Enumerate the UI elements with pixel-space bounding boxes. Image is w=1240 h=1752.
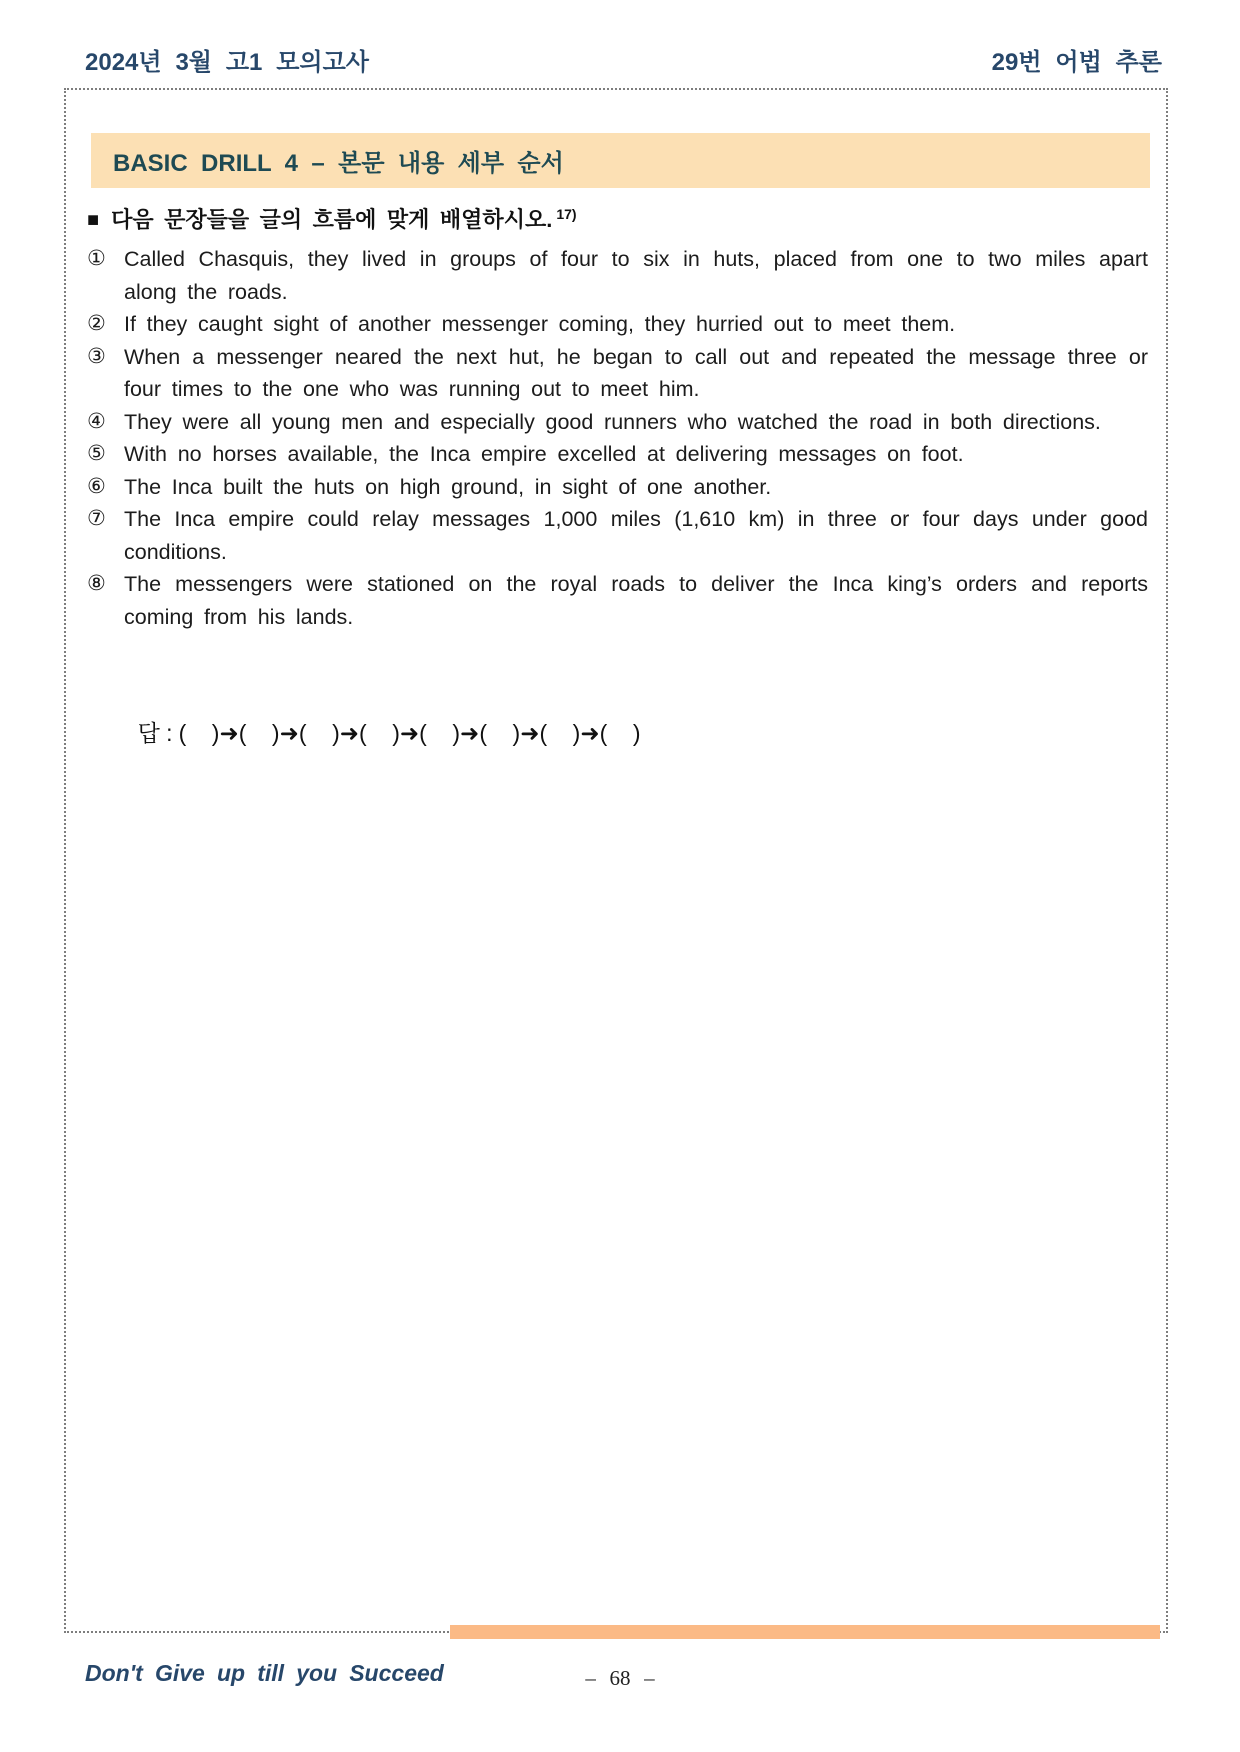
item-text: When a messenger neared the next hut, he began to call out and repeated the message three or four times to the one who was running out to meet him. [124, 344, 1148, 401]
page-header [85, 42, 1162, 77]
answer-label: 답 : [137, 720, 173, 746]
item-number: ⑤ [87, 442, 106, 465]
prompt-footnote: 17) [556, 205, 577, 222]
list-item [87, 438, 1148, 471]
header-question-label: 29번 어법 추론 [991, 49, 1162, 76]
list-item [87, 341, 1148, 406]
item-text: Called Chasquis, they lived in groups of four to six in huts, placed from one to two miles apart along the roads. [124, 247, 1148, 304]
item-text: With no horses available, the Inca empire excelled at delivering messages on foot. [124, 442, 964, 466]
item-number: ⑧ [87, 572, 106, 595]
header-exam-title: 2024년 3월 고1 모의고사 [85, 49, 369, 76]
list-item [87, 243, 1148, 308]
answer-blanks: ( )➜( )➜( )➜( )➜( )➜( )➜( )➜( ) [178, 720, 641, 746]
item-number: ⑦ [87, 507, 106, 530]
drill-banner-title: BASIC DRILL 4 – 본문 내용 세부 순서 [113, 150, 564, 177]
item-number: ② [87, 312, 106, 335]
list-item [87, 568, 1148, 633]
item-text: If they caught sight of another messenger coming, they hurried out to meet them. [124, 312, 956, 336]
item-number: ⑥ [87, 474, 106, 498]
footer-slogan: Don't Give up till you Succeed [85, 1660, 444, 1686]
list-item [87, 406, 1148, 439]
prompt-line [87, 203, 1166, 234]
list-item [87, 503, 1148, 568]
content-box [64, 88, 1168, 1633]
prompt-text: 다음 문장들을 글의 흐름에 맞게 배열하시오. [111, 207, 553, 232]
drill-banner [91, 133, 1150, 188]
list-item [87, 308, 1148, 341]
item-text: The messengers were stationed on the royal roads to deliver the Inca king’s orders and reports coming from his lands. [124, 572, 1148, 629]
accent-bar [450, 1625, 1160, 1639]
sentence-list [87, 243, 1148, 633]
square-bullet-icon: ■ [87, 209, 100, 231]
answer-line [112, 688, 1166, 775]
item-text: They were all young men and especially good runners who watched the road in both directions. [124, 409, 1101, 434]
item-text: The Inca empire could relay messages 1,000 miles (1,610 km) in three or four days under good conditions. [124, 507, 1148, 564]
item-number: ① [87, 247, 106, 270]
item-text: The Inca built the huts on high ground, in sight of one another. [124, 474, 772, 499]
page-number: – 68 – [585, 1666, 655, 1690]
item-number: ③ [87, 344, 106, 368]
list-item [87, 471, 1148, 504]
item-number: ④ [87, 409, 106, 433]
